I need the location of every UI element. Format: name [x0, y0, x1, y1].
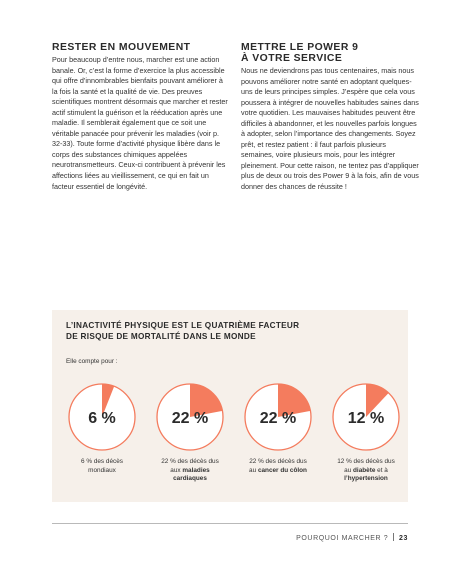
section-body-power9: Nous ne deviendrons pas tous centenaires, mais nous pouvons améliorer notre santé en adoptant quelques-uns de leurs principes simples. J’espère que cela vous poussera à intégrer de nouvelles habitudes saines dans votre quotidien. Les mauvaises habitudes peuvent être difficiles à abandonner, et les nouvelles parfois longues à adopter, selon l’importance des changements. Soyez prêt, et restez patient : il faut parfois plusieurs semaines, voire plusieurs mois, pour les intégrer pleinement. Pour cette raison, ne tentez pas d’appliquer plus de deux ou trois des Power 9 à la fois, afin de vous donner des chances de réussite ! [241, 66, 419, 192]
caption-line: 12 % des décès dus [337, 458, 395, 465]
infobox-title [66, 320, 396, 342]
stat-caption [148, 458, 232, 484]
left-column [52, 42, 230, 192]
stat-heart [148, 382, 232, 484]
caption-bold: maladies [182, 466, 210, 474]
caption-bold: l’hypertension [344, 475, 388, 483]
caption-text: au [344, 466, 354, 474]
infobox-title-line-2: DE RISQUE DE MORTALITÉ DANS LE MONDE [66, 332, 256, 341]
caption-text: aux [170, 466, 183, 474]
pie-value-label: 22 % [171, 410, 209, 427]
page-number: 23 [399, 535, 408, 542]
heading-line-1: METTRE LE POWER 9 [241, 42, 359, 53]
inactivity-infobox [52, 310, 408, 502]
stat-caption [236, 458, 320, 475]
page-footer [296, 533, 408, 542]
right-column [241, 42, 419, 193]
stat-colon [236, 382, 320, 475]
heading-line-2: À VOTRE SERVICE [241, 53, 343, 64]
section-heading-power9 [241, 42, 419, 64]
stat-caption [324, 458, 408, 484]
section-body-mouvement: Pour beaucoup d’entre nous, marcher est une action banale. Or, c’est la forme d’exercice la plus accessible qui offre d’innombrables bienfaits pouvant améliorer à la fois la santé et la qualité de vie. Des preuves scientifiques montrent désormais que marcher et rester actif stimulent la guérison et la rééducation après une maladie. Il semblerait également que ce soit une véritable panacée pour prévenir les maladies (voir p. 32-33). Toute forme d’activité physique libère dans le corps des substances chimiques appelées neurotransmetteurs. Ceux-ci contribuent à prévenir les affections liées au vieillissement, ce qui en fait un facteur essentiel de longévité. [52, 55, 228, 191]
footer-divider [52, 523, 408, 524]
caption-bold: cancer du côlon [257, 466, 307, 474]
caption-text: au [249, 466, 258, 474]
stat-global [60, 382, 144, 475]
caption-line: 22 % des décès dus [249, 458, 307, 465]
caption-bold: diabète [353, 466, 376, 474]
caption-text: et à [375, 466, 388, 474]
running-footer-section: POURQUOI MARCHER ? [296, 535, 389, 542]
section-heading-mouvement: RESTER EN MOUVEMENT [52, 42, 191, 53]
stat-caption [60, 458, 144, 475]
pie-value-label: 22 % [259, 410, 297, 427]
caption-line: 6 % des décès [81, 458, 123, 465]
infobox-title-line-1: L’INACTIVITÉ PHYSIQUE EST LE QUATRIÈME FACTEUR [66, 321, 300, 330]
footer-separator [393, 533, 394, 541]
pie-chart-heart [155, 382, 225, 452]
caption-line: mondiaux [88, 466, 116, 474]
pie-chart-diabetes [331, 382, 401, 452]
stat-diabetes [324, 382, 408, 484]
infobox-intro: Elle compte pour : [66, 358, 118, 365]
pie-chart-global [67, 382, 137, 452]
pie-value-label: 12 % [347, 410, 385, 427]
caption-bold: cardiaques [173, 475, 207, 483]
caption-line: 22 % des décès dus [161, 458, 219, 465]
pie-value-label: 6 % [88, 410, 116, 427]
pie-chart-colon [243, 382, 313, 452]
